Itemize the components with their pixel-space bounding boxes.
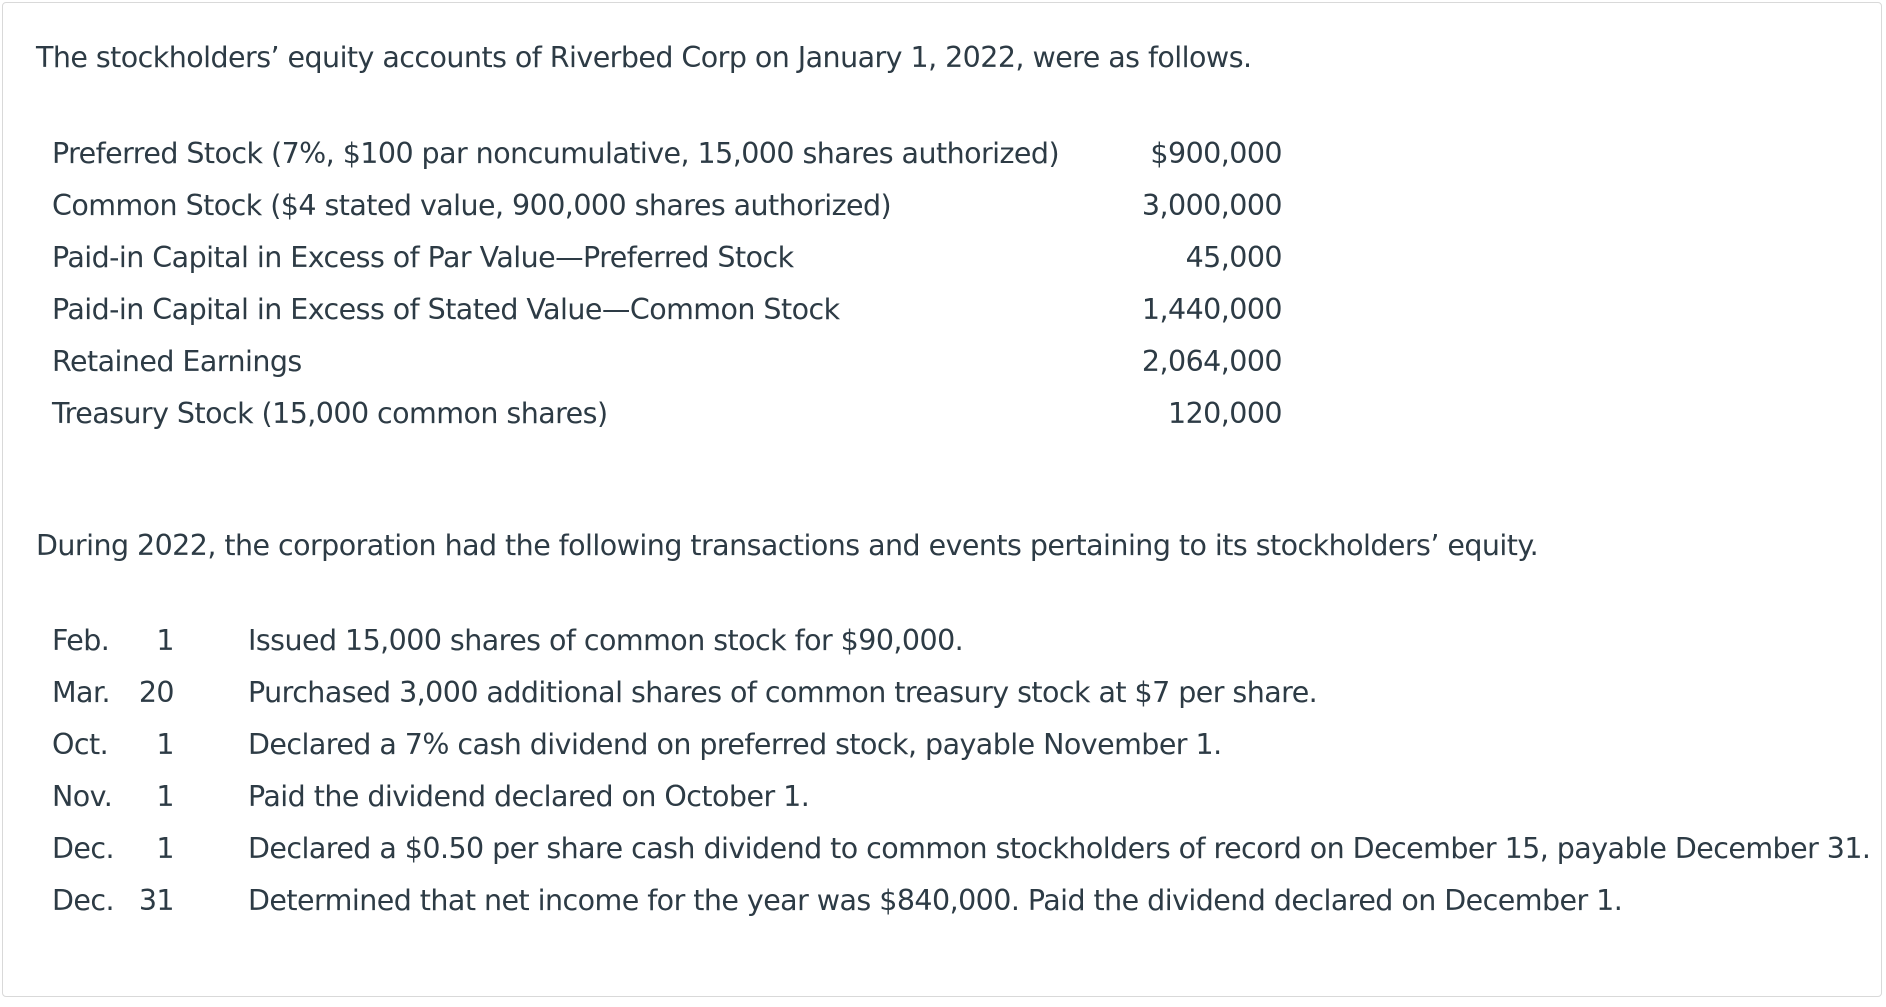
account-label: Paid-in Capital in Excess of Par Value—Preferred Stock bbox=[52, 240, 794, 274]
table-row bbox=[52, 666, 1870, 718]
transaction-day: 1 bbox=[156, 727, 174, 761]
spacer bbox=[174, 666, 248, 718]
transaction-day: 1 bbox=[156, 623, 174, 657]
table-row bbox=[52, 127, 1282, 179]
transaction-description: Purchased 3,000 additional shares of common treasury stock at $7 per share. bbox=[248, 675, 1318, 709]
table-row bbox=[52, 718, 1870, 770]
transaction-month: Nov. bbox=[52, 779, 113, 813]
transaction-description: Paid the dividend declared on October 1. bbox=[248, 779, 810, 813]
table-row bbox=[52, 387, 1282, 439]
account-amount: 120,000 bbox=[1167, 396, 1282, 430]
account-amount: 2,064,000 bbox=[1141, 344, 1282, 378]
transaction-month: Feb. bbox=[52, 623, 110, 657]
spacer bbox=[174, 718, 248, 770]
account-label: Treasury Stock (15,000 common shares) bbox=[52, 396, 608, 430]
transactions-intro-text: During 2022, the corporation had the following transactions and events pertaining to its stockholders’ equity. bbox=[36, 529, 1539, 562]
table-row bbox=[52, 283, 1282, 335]
table-row bbox=[52, 335, 1282, 387]
table-row bbox=[52, 874, 1870, 926]
table-row bbox=[52, 614, 1870, 666]
transactions-table bbox=[52, 614, 1870, 926]
account-amount: 45,000 bbox=[1185, 240, 1282, 274]
table-row bbox=[52, 770, 1870, 822]
transaction-day: 1 bbox=[156, 831, 174, 865]
transaction-month: Oct. bbox=[52, 727, 109, 761]
transaction-month: Mar. bbox=[52, 675, 111, 709]
transaction-description: Issued 15,000 shares of common stock for $90,000. bbox=[248, 623, 964, 657]
transaction-description: Declared a 7% cash dividend on preferred stock, payable November 1. bbox=[248, 727, 1222, 761]
table-row bbox=[52, 179, 1282, 231]
transaction-month: Dec. bbox=[52, 831, 115, 865]
problem-panel bbox=[2, 2, 1882, 997]
account-label: Retained Earnings bbox=[52, 344, 302, 378]
table-row bbox=[52, 822, 1870, 874]
account-amount: $900,000 bbox=[1150, 136, 1282, 170]
intro-text: The stockholders’ equity accounts of Riverbed Corp on January 1, 2022, were as follows. bbox=[36, 41, 1252, 74]
transaction-month: Dec. bbox=[52, 883, 115, 917]
spacer bbox=[174, 770, 248, 822]
transaction-description: Declared a $0.50 per share cash dividend to common stockholders of record on December 15, payable December 31. bbox=[248, 831, 1871, 865]
account-amount: 3,000,000 bbox=[1141, 188, 1282, 222]
transaction-description: Determined that net income for the year was $840,000. Paid the dividend declared on December 1. bbox=[248, 883, 1623, 917]
spacer bbox=[174, 874, 248, 926]
account-label: Paid-in Capital in Excess of Stated Value—Common Stock bbox=[52, 292, 840, 326]
equity-accounts-table bbox=[52, 127, 1282, 439]
account-label: Common Stock ($4 stated value, 900,000 shares authorized) bbox=[52, 188, 892, 222]
table-row bbox=[52, 231, 1282, 283]
account-amount: 1,440,000 bbox=[1141, 292, 1282, 326]
spacer bbox=[174, 822, 248, 874]
transaction-day: 31 bbox=[138, 883, 174, 917]
transaction-day: 20 bbox=[138, 675, 174, 709]
account-label: Preferred Stock (7%, $100 par noncumulative, 15,000 shares authorized) bbox=[52, 136, 1060, 170]
spacer bbox=[174, 614, 248, 666]
transaction-day: 1 bbox=[156, 779, 174, 813]
